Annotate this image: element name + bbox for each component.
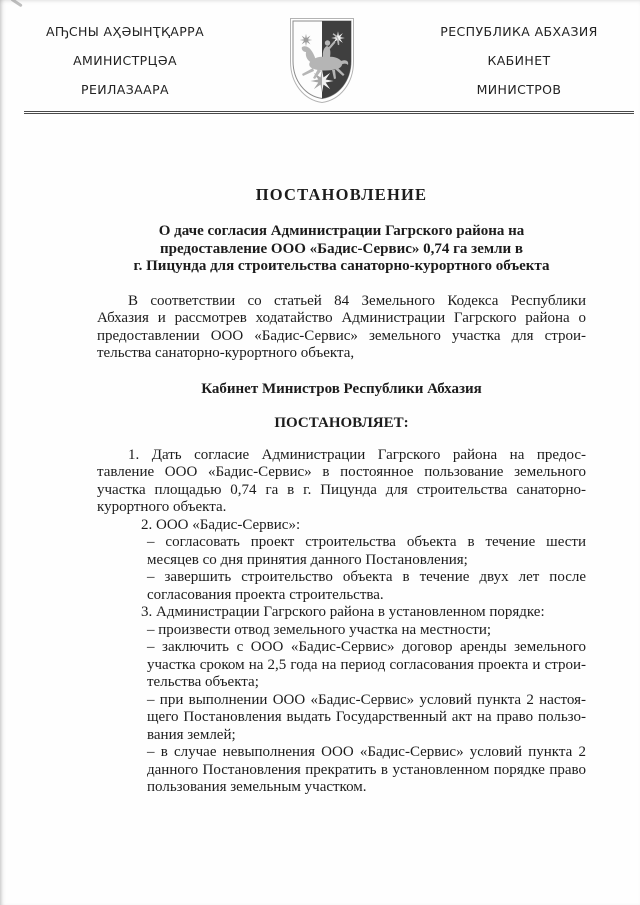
header-text-line: РЕСПУБЛИКА АБХАЗИЯ [440,24,598,39]
subject-line: предоставление ООО «Бадис-Сервис» 0,74 га земли в [159,240,523,257]
text-line: – согласовать проект строительства объекта в течение шести [147,534,586,550]
text-line: тельства санаторно-курортного объекта, [97,345,355,361]
document-subject [97,223,586,276]
paragraph [97,604,586,622]
header-text-line: АМИНИСТРЦӘА [73,53,177,68]
header-right-russian-title [428,24,610,111]
document-body [97,293,586,797]
subject-line: О даче согласия Администрации Гагрского района на [158,223,525,239]
text-line: данного Постановления прекратить в установленном порядке право [147,761,586,778]
text-line: Абхазия и рассмотрев ходатайство Администрации Гагрского района о [97,310,586,326]
text-line: пользования земельным участком. [147,779,367,795]
section-heading: ПОСТАНОВЛЯЕТ: [274,415,409,431]
text-line: участка площадью 0,74 га в г. Пицунда для строительства санаторно- [97,481,586,498]
abkhazia-coat-of-arms-icon [289,17,355,103]
text-line: 3. Администрации Гагрского района в установленном порядке: [141,604,545,620]
section-heading: Кабинет Министров Республики Абхазия [201,380,482,397]
text-line: – в случае невыполнения ООО «Бадис-Сервис» условий пункта 2 [147,744,586,760]
list-subitem [147,569,586,604]
text-line: щего Постановления выдать Государственный акт на право пользо- [147,709,586,725]
list-subitem [147,639,586,692]
text-line: месяцев со дня принятия данного Постановления; [147,551,468,568]
paragraph [97,517,586,535]
text-line: – завершить строительство объекта в течение двух лет после [147,569,586,585]
list-subitem [147,692,586,745]
text-line: 1. Дать согласие Администрации Гагрского района на предос- [128,446,586,463]
document-header [0,0,640,111]
text-line: – заключить с ООО «Бадис-Сервис» договор аренды земельного [147,639,586,655]
text-line: – при выполнении ООО «Бадис-Сервис» условий пункта 2 настоя- [147,691,586,708]
text-line: согласования проекта строительства. [147,586,384,603]
subject-line: г. Пицунда для строительства санаторно-курортного объекта [133,258,550,274]
header-text-line: КАБИНЕТ [487,53,551,68]
text-line: участка сроком на 2,5 года на период согласования проекта и строи- [147,656,586,673]
text-line: – произвести отвод земельного участка на местности; [147,621,492,638]
document-title: ПОСТАНОВЛЕНИЕ [255,185,428,204]
header-left-abkhaz-title [34,24,216,111]
header-text-line: МИНИСТРОВ [476,82,562,97]
list-subitem [147,744,586,797]
text-line: 2. ООО «Бадис-Сервис»: [141,516,301,533]
text-line: курортного объекта. [97,499,227,515]
text-line: тельства объекта; [147,674,259,690]
text-line: вания землей; [147,726,236,743]
small-star-left-icon [300,34,312,46]
list-subitem [147,534,586,569]
header-text-line: РЕИЛАЗААРА [81,82,169,97]
header-text-line: АҦСНЫ АҲӘЫНҬҚАРРА [45,24,205,39]
paragraph [97,447,586,517]
text-line: В соответствии со статьей 84 Земельного Кодекса Республики [128,292,586,309]
coat-of-arms-emblem [289,17,355,107]
text-line: тавление ООО «Бадис-Сервис» в постоянное пользование земельного [97,464,586,480]
document-content [97,114,586,797]
text-line: предоставлении ООО «Бадис-Сервис» земельного участка для строи- [97,327,586,344]
paragraph [97,293,586,363]
list-subitem [147,622,586,640]
